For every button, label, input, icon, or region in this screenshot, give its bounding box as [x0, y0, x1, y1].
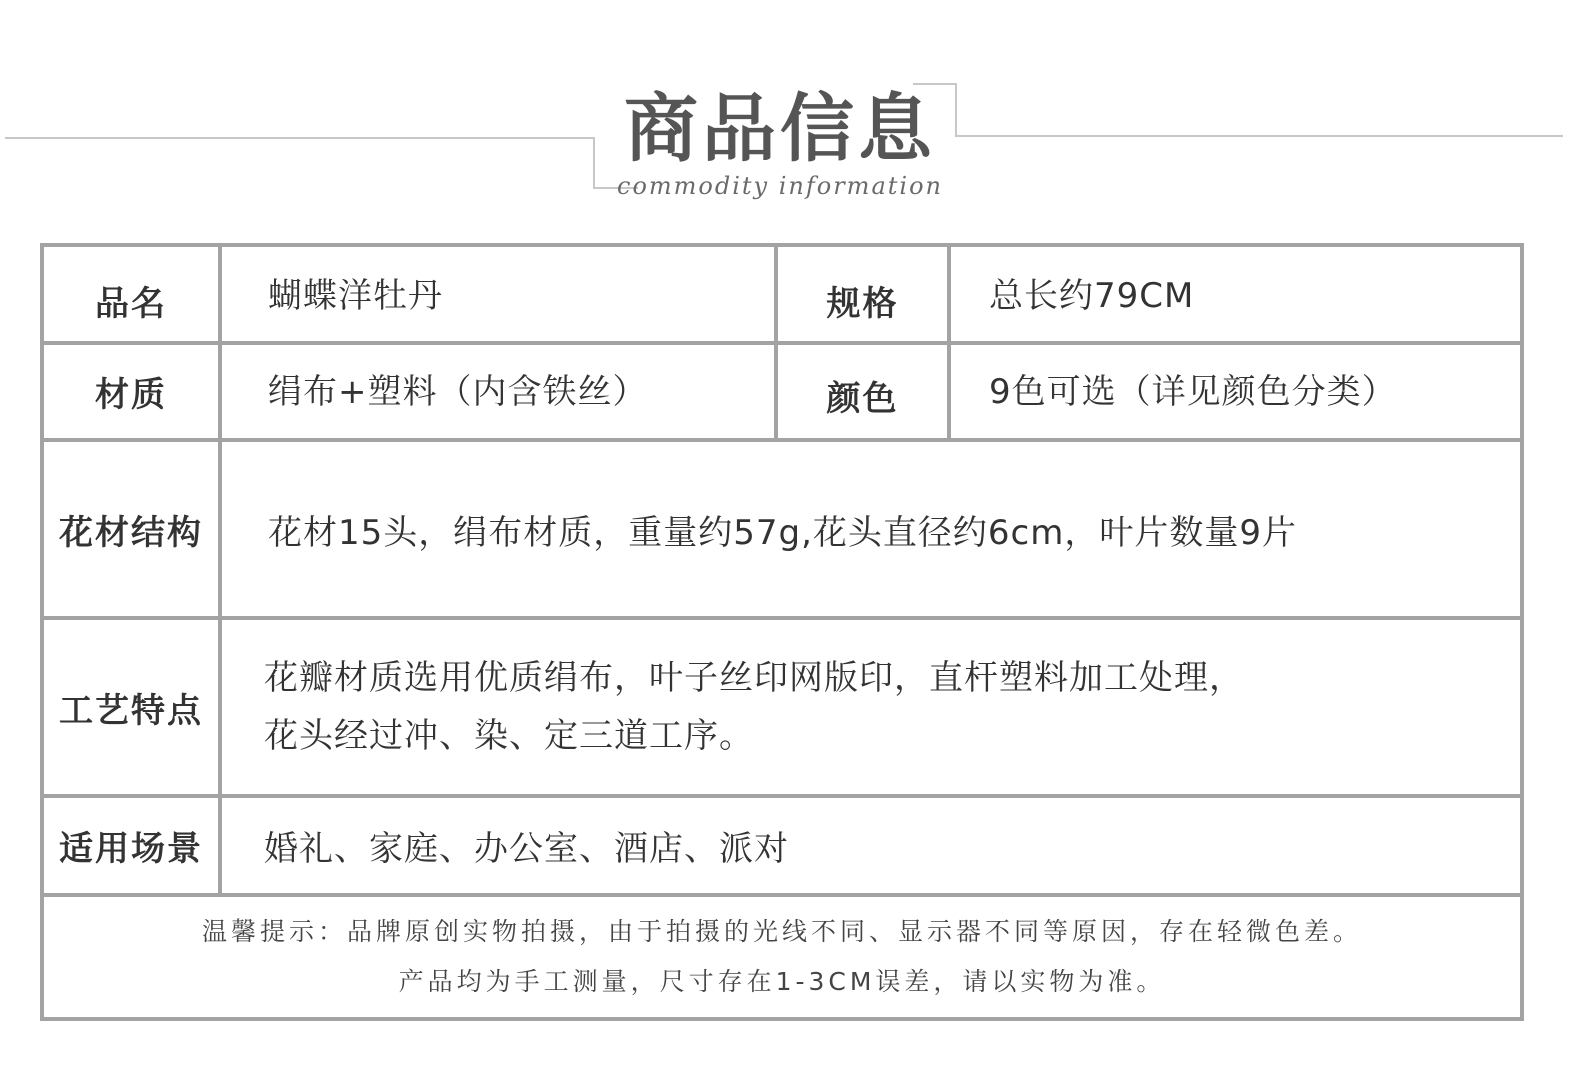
- value-spec: 总长约79CM: [989, 275, 1195, 316]
- header-rule-right: [955, 135, 1563, 137]
- craft-line-1: 花瓣材质选用优质绢布，叶子丝印网版印，直杆塑料加工处理，: [264, 658, 1244, 698]
- value-flower-structure: 花材15头，绢布材质，重量约57g,花头直径约6cm，叶片数量9片: [268, 512, 1297, 553]
- value-scenarios: 婚礼、家庭、办公室、酒店、派对: [264, 829, 789, 869]
- label-flower-structure: 花材结构: [59, 512, 203, 553]
- product-info-table: [40, 243, 1524, 1021]
- header-rule-left-drop: [593, 137, 595, 189]
- page-title: 商品信息: [624, 86, 936, 172]
- page-subtitle: commodity information: [617, 172, 943, 200]
- value-material: 绢布+塑料（内含铁丝）: [268, 372, 648, 412]
- notice-line-1: 温馨提示：品牌原创实物拍摄，由于拍摄的光线不同、显示器不同等原因，存在轻微色差。: [201, 917, 1362, 946]
- value-craft-features: [222, 620, 1520, 794]
- label-color: 颜色: [826, 379, 899, 419]
- label-craft-features: 工艺特点: [59, 690, 203, 731]
- craft-line-2: 花头经过冲、染、定三道工序。: [264, 716, 754, 756]
- notice-box: [44, 897, 1520, 1017]
- value-color: 9色可选（详见颜色分类）: [989, 372, 1397, 412]
- label-material: 材质: [95, 375, 167, 415]
- header-rule-left: [5, 137, 595, 139]
- label-spec: 规格: [826, 283, 899, 324]
- label-scenarios: 适用场景: [59, 829, 203, 869]
- header-rule-right-top: [913, 83, 957, 85]
- value-product-name: 蝴蝶洋牡丹: [268, 275, 443, 316]
- notice-line-2: 产品均为手工测量，尺寸存在1-3CM误差，请以实物为准。: [398, 967, 1166, 996]
- label-product-name: 品名: [95, 283, 167, 324]
